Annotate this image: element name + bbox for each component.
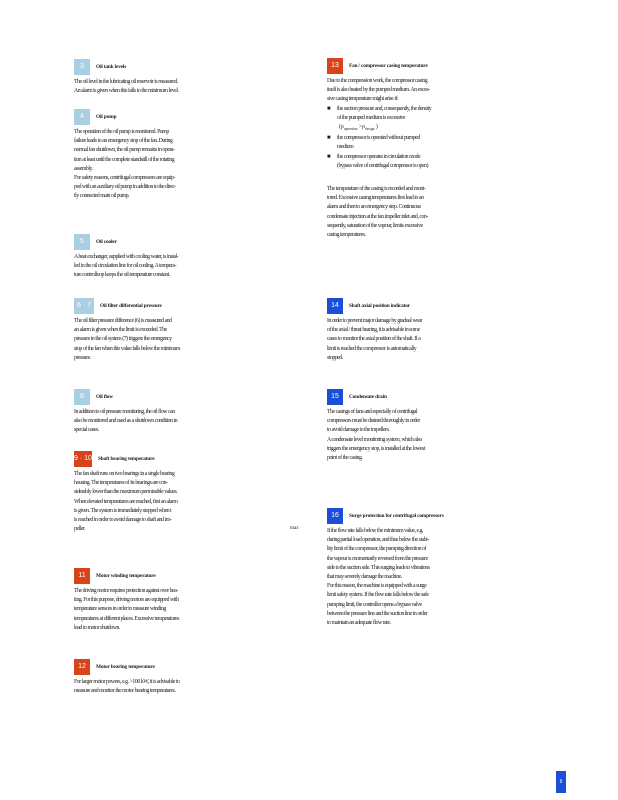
section-title: Oil flow [96,394,113,400]
text-line: also be monitored and used as a shutdown condition in [74,418,178,425]
section-14 [327,298,547,363]
text-line: When elevated temperatures are reached, first an alarm [74,498,178,505]
text-line: For larger motor powers, e.g. >100 kW, it is advisable to [74,679,180,685]
text-line: For this reason, the machine is equipped with a surge [327,583,427,590]
section-5 [74,234,298,281]
text-line: The temperature of the casing is recorded and moni- [327,186,426,193]
text-line: during partial load operation, and thus below the stabi- [327,537,429,544]
bullet-square-icon: ■ [327,153,331,160]
bullet-item [327,134,487,152]
text-line: In order to prevent major damage by gradual wear [327,318,422,324]
text-line: tored. Excessive casing temperatures first lead to an [327,195,424,202]
text-line: lity limit of the compressor, the pumping direction of [327,546,426,553]
text-line: point of the casing. [327,454,363,461]
section-number-badge: 4 [74,109,90,125]
section-9-10 [74,451,286,534]
text-line: triggers the emergency stop, is installed at the lowest [327,445,425,452]
text-line: ting. For this purpose, driving motors are equipped with [74,597,179,604]
text-line: led in the oil circulation line for oil cooling. A tempera- [74,263,177,270]
text-line: The fan shaft runs on two bearings in a single bearing [74,471,175,477]
section-number-badge: 3 [74,59,90,75]
text-line: A condensate level monitoring system, which also [327,436,422,443]
bullet-square-icon: ■ [327,135,331,142]
text-line: pumping limit, the controller opens a bypass valve [327,601,422,608]
section-number-badge: 14 [327,298,343,314]
text-line: The oil filter pressure difference (6) is measured and [74,318,172,324]
section-8 [74,389,286,436]
section-12 [74,659,286,696]
text-line: sive casing temperature might arise if: [327,96,399,103]
text-line: lead to motor shutdown. [74,624,121,631]
section-title: Fan / compressor casing temperature [349,63,428,69]
section-6-7 [74,298,286,363]
section-title: Shaft bearing temperature [98,456,155,462]
text-line: For safety reasons, centrifugal compressors are equip- [74,174,176,181]
text-line: the compressor is operated without pumped [337,135,420,142]
text-line: If the flow rate falls below the minimum value, e.g. [327,528,424,534]
section-title: Condensate drain [349,394,387,400]
text-line: compressors must be drained thoroughly in order [327,418,420,425]
text-line: pressure. [74,354,91,361]
section-11 [74,568,286,633]
text-line: sequently, saturation of the vapour, limits excessive [327,222,423,229]
text-line: is reached in order to avoid damage to shaft and im- [74,516,172,523]
text-line: to avoid damage to the impellers. [327,427,390,434]
section-number-badge: 12 [74,659,90,675]
section-number-badge: 11 [74,568,90,584]
bullet-square-icon: ■ [327,105,331,112]
text-line: failure leads to an emergency stop of the fan. During [74,138,173,145]
text-line: normal fan shutdown, the oil pump remains in opera- [74,147,175,154]
text-line: that may severely damage the machine. [327,573,402,580]
section-title: Oil tank levels [96,64,127,70]
section-number-badge: 16 [327,508,343,524]
text-line: An alarm is given when this falls to the minimum level. [74,88,179,95]
text-line: side to the suction side. This surging leads to vibrations [327,564,430,571]
text-line: limit is reached the compressor is automatically [327,345,417,352]
text-line: assembly. [74,165,93,172]
text-line: an alarm is given when the limit is exceeded. The [74,327,167,334]
page-number: 6 [556,771,566,793]
section-number-badge: 8 [74,389,90,405]
section-number-badge: 13 [327,58,343,74]
text-line: tion at least until the complete standstill of the rotating [74,156,175,163]
text-line: The driving motor requires protection against over hea- [74,588,178,594]
text-line: cases to monitor the axial position of the shaft. If a [327,336,421,343]
text-line: A heat exchanger, supplied with cooling water, is instal- [74,254,179,260]
section-number-badge: 15 [327,389,343,405]
text-line: (bypass valve of centrifugal compressor is open) [337,162,429,169]
text-line: The casings of fans and especially of centrifugal [327,409,418,415]
text-line: between the pressure line and the suction line in order [327,610,428,617]
text-line: tly connected main oil pump. [74,193,130,200]
text-line: measure and monitor the motor bearing temperatures. [74,688,176,695]
text-line: ped with an auxiliary oil pump in addition to the direc- [74,184,176,191]
text-line: the compressor operates in circulation mode [337,153,421,160]
text-line: special cases. [74,427,99,434]
text-line: medium [337,144,354,151]
density-formula: ($\rho_{operation} >\rho_{design}$ ) [339,123,378,132]
text-line: In addition to oil pressure monitoring, the oil flow can [74,409,175,415]
text-line: of the axial / thrust bearing, it is advisable in some [327,327,420,334]
text-line: of the pumped medium is excessive [337,114,406,121]
text-line: the vapour is momentarily reversed from the pressure [327,555,428,562]
section-number-badge: 6 · 7 [74,298,94,314]
section-title: Oil pump [96,114,117,120]
text-line: condensate injection at the fan impeller inlet and, con- [327,213,428,220]
text-line: Due to the compression work, the compressor casing [327,78,428,84]
text-line: pressure in the oil system (7) triggers the emergency [74,336,172,343]
section-title: Shaft axial position indicator [349,303,410,309]
section-title: Motor bearing temperature [96,664,155,670]
section-title: Oil filter differential pressure [100,303,162,309]
section-number-badge: 5 [74,234,90,250]
section-15 [327,389,487,463]
section-13 [327,58,487,240]
text-line: alarm and then to an emergency stop. Continuous [327,204,421,211]
section-title: Oil cooler [96,239,117,245]
text-line: the suction pressure and, consequently, the density [337,105,432,112]
text-line: peller. [74,526,86,533]
bullet-item [327,105,487,123]
text-line: temperature sensors in order to measure winding [74,606,166,613]
text-line: siderably lower than the maximum permissible values. [74,489,178,496]
text-line: temperatures at different places. Excessive temperatures [74,615,180,622]
text-line: to maintain an adequate flow rate. [327,619,391,626]
text-line: stopped. [327,354,343,361]
text-line: The oil level in the lubricating oil reservoir is measured. [74,79,178,85]
text-line: casing temperatures. [327,231,366,238]
section-number-badge: 9 · 10 [74,451,92,467]
section-title: Motor winding temperature [96,573,156,579]
text-line: The operation of the oil pump is monitored. Pump [74,129,169,135]
text-line: is given. The system is immediately stopped when t [74,507,172,514]
section-16 [327,508,487,628]
text-line: ture controlloop keeps the oil temperature constant. [74,272,170,279]
text-line: itself is also heated by the pumped medium. An exces- [327,87,430,94]
section-title: Surge protection for centrifugal compressors [349,513,444,519]
section-4 [74,109,298,202]
text-line: limit safety system. If the flow rate falls below the safe [327,592,429,599]
section-3 [74,59,298,96]
text-line: housing. The temperatures of its bearings are con- [74,480,168,487]
text-line: stop of the fan when this value falls below the minimum [74,345,180,352]
bullet-item [327,153,487,171]
max-subscript-label: max [290,526,299,531]
